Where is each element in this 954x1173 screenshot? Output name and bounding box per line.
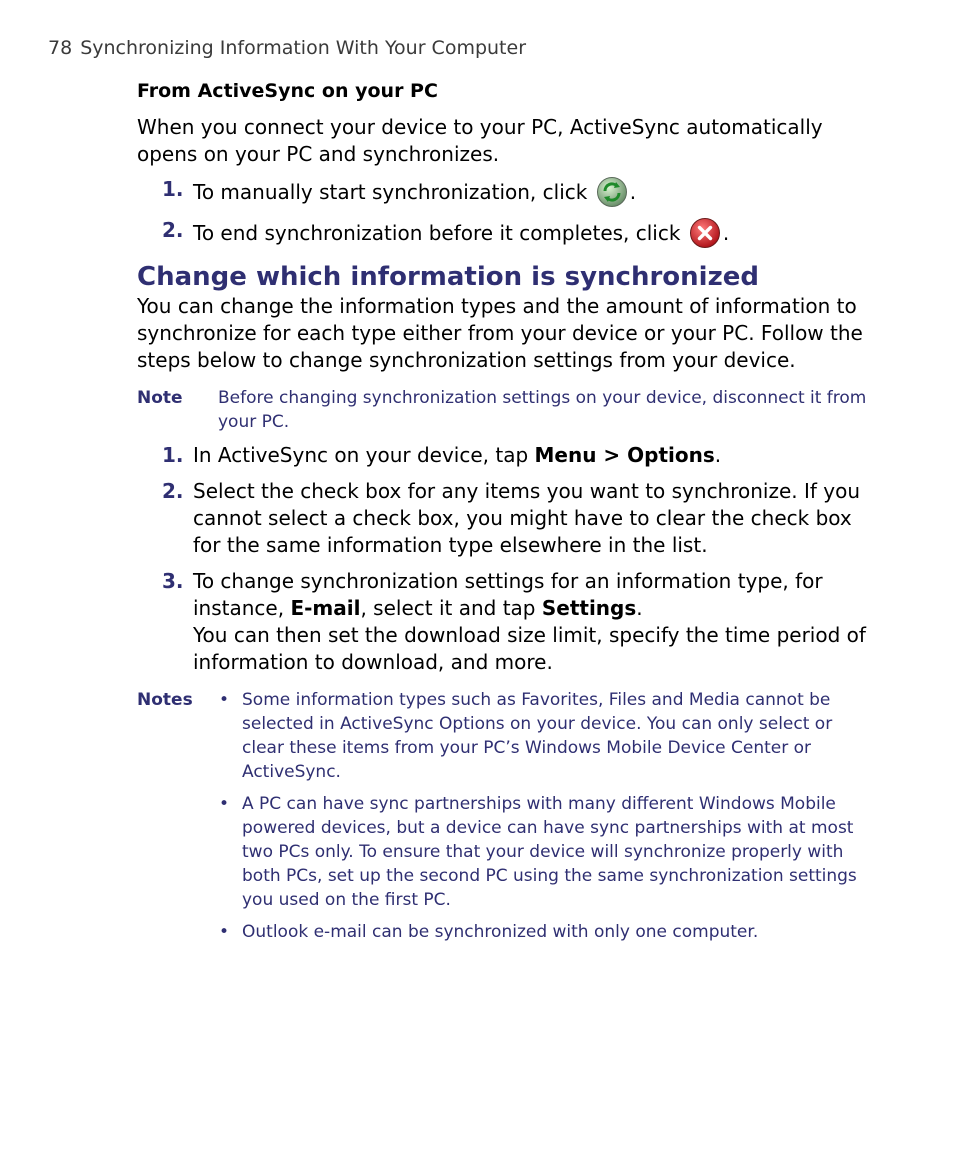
subheading-activesync: From ActiveSync on your PC [137,80,438,102]
step-suffix: . [714,443,722,467]
step-suffix: . [629,180,637,204]
list-item [219,792,867,912]
note-text: Before changing synchronization settings on your device, disconnect it from your PC. [218,388,867,432]
section-intro: You can change the information types and the amount of information to synchronize for each type either from your device or your PC. Follow the steps below to change synchronization settings from your device. [137,294,863,372]
list-item [137,217,867,249]
running-title: Synchronizing Information With Your Computer [80,37,527,59]
step-text: Select the check box for any items you want to synchronize. If you cannot select a check box, you might have to clear the check box for the same information type elsewhere in the list. [193,479,861,557]
step-number: 3. [162,569,184,593]
step-text: To end synchronization before it completes, click [193,221,681,245]
note-item-text: Outlook e-mail can be synchronized with only one computer. [242,922,759,942]
step-suffix: . [636,596,643,620]
page-content [137,78,867,952]
list-item [137,442,867,469]
step-text-mid: , select it and tap [360,596,542,620]
activesync-intro: When you connect your device to your PC, ActiveSync automatically opens on your PC and synchronizes. [137,115,823,166]
step-number: 1. [162,443,184,467]
bullet-icon: • [219,690,230,710]
note-item-text: Some information types such as Favorites, Files and Media cannot be selected in ActiveSync Options on your device. You can only select or clear these items from your PC’s Windows Mobile Device Center or ActiveSync. [242,690,833,782]
step-number: 1. [162,177,184,201]
page-header [48,37,526,59]
step-text: In ActiveSync on your device, tap [193,443,535,467]
email-label: E-mail [290,596,361,620]
list-item [219,920,867,944]
step-detail: You can then set the download size limit, specify the time period of information to download, and more. [193,623,866,674]
settings-steps [137,442,867,676]
sync-icon[interactable] [596,176,628,208]
menu-options-label: Menu > Options [534,443,715,467]
step-number: 2. [162,479,184,503]
activesync-steps [137,176,867,249]
section-title: Change which information is synchronized [137,262,759,292]
notes-list [137,688,867,944]
step-suffix: . [722,221,730,245]
settings-label: Settings [541,596,637,620]
note-item-text: A PC can have sync partnerships with many different Windows Mobile powered devices, but a device can have sync partnerships with at most two PCs only. To ensure that your device will synchronize properly with both PCs, set up the second PC using the same synchronization settings you used on the first PC. [242,794,857,910]
list-item [137,568,867,676]
notes-block [137,688,867,944]
notes-label: Notes [137,690,193,710]
list-item [137,478,867,559]
note-label: Note [137,388,183,408]
bullet-icon: • [219,794,230,814]
list-item [137,176,867,208]
step-number: 2. [162,218,184,242]
bullet-icon: • [219,922,230,942]
page-number: 78 [48,37,73,59]
note-block [137,386,867,434]
list-item [219,688,867,784]
step-text: To change synchronization settings for an information type, for instance, [193,569,823,620]
step-text: To manually start synchronization, click [193,180,588,204]
stop-icon[interactable] [689,217,721,249]
